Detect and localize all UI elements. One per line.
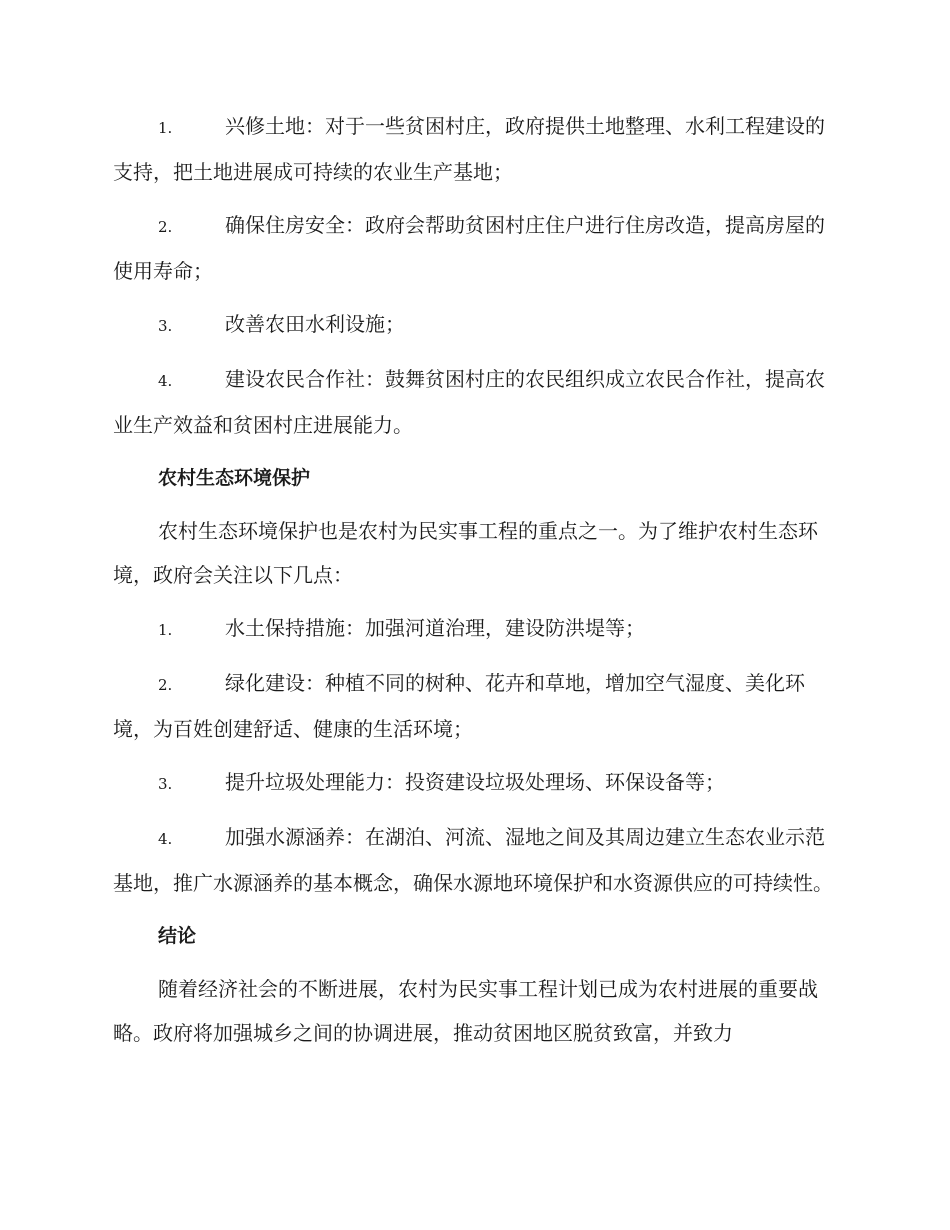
list-item [113, 302, 833, 348]
list-text: 改善农田水利设施； [225, 312, 405, 336]
list-item [113, 815, 833, 905]
list-number: 4. [158, 372, 173, 390]
list-text: 提升垃圾处理能力：投资建设垃圾处理场、环保设备等； [225, 770, 725, 794]
list-number: 2. [158, 676, 173, 694]
list-number: 3. [158, 775, 173, 793]
list-number: 3. [158, 317, 173, 335]
list-text: 加强水源涵养：在湖泊、河流、湿地之间及其周边建立生态农业示范基地，推广水源涵养的基本概念，确保水源地环境保护和水资源供应的可持续性。 [113, 825, 833, 895]
list-item [113, 357, 833, 447]
list-number: 1. [158, 621, 173, 639]
list-number: 1. [158, 119, 173, 137]
section-heading-eco: 农村生态环境保护 [158, 467, 311, 489]
section-eco-intro: 农村生态环境保护也是农村为民实事工程的重点之一。为了维护农村生态环境，政府会关注以下几点： [113, 519, 818, 587]
section-heading-conclusion: 结论 [158, 925, 197, 947]
list-item [113, 606, 833, 652]
document-page [113, 104, 833, 1064]
list-item [113, 760, 833, 806]
list-text: 绿化建设：种植不同的树种、花卉和草地，增加空气湿度、美化环境，为百姓创建舒适、健康的生活环境； [113, 671, 805, 741]
list-number: 4. [158, 830, 173, 848]
conclusion-paragraph: 随着经济社会的不断进展，农村为民实事工程计划已成为农村进展的重要战略。政府将加强城乡之间的协调进展，推动贫困地区脱贫致富，并致力 [113, 977, 818, 1045]
list-number: 2. [158, 218, 173, 236]
list-text: 建设农民合作社：鼓舞贫困村庄的农民组织成立农民合作社，提高农业生产效益和贫困村庄进展能力。 [113, 367, 825, 437]
list-text: 确保住房安全：政府会帮助贫困村庄住户进行住房改造，提高房屋的使用寿命； [113, 213, 825, 283]
list-text: 水土保持措施：加强河道治理，建设防洪堤等； [225, 616, 645, 640]
list-text: 兴修土地：对于一些贫困村庄，政府提供土地整理、水利工程建设的支持，把土地进展成可持续的农业生产基地； [113, 114, 825, 184]
list-item [113, 203, 833, 293]
list-item [113, 104, 833, 194]
list-item [113, 661, 833, 751]
